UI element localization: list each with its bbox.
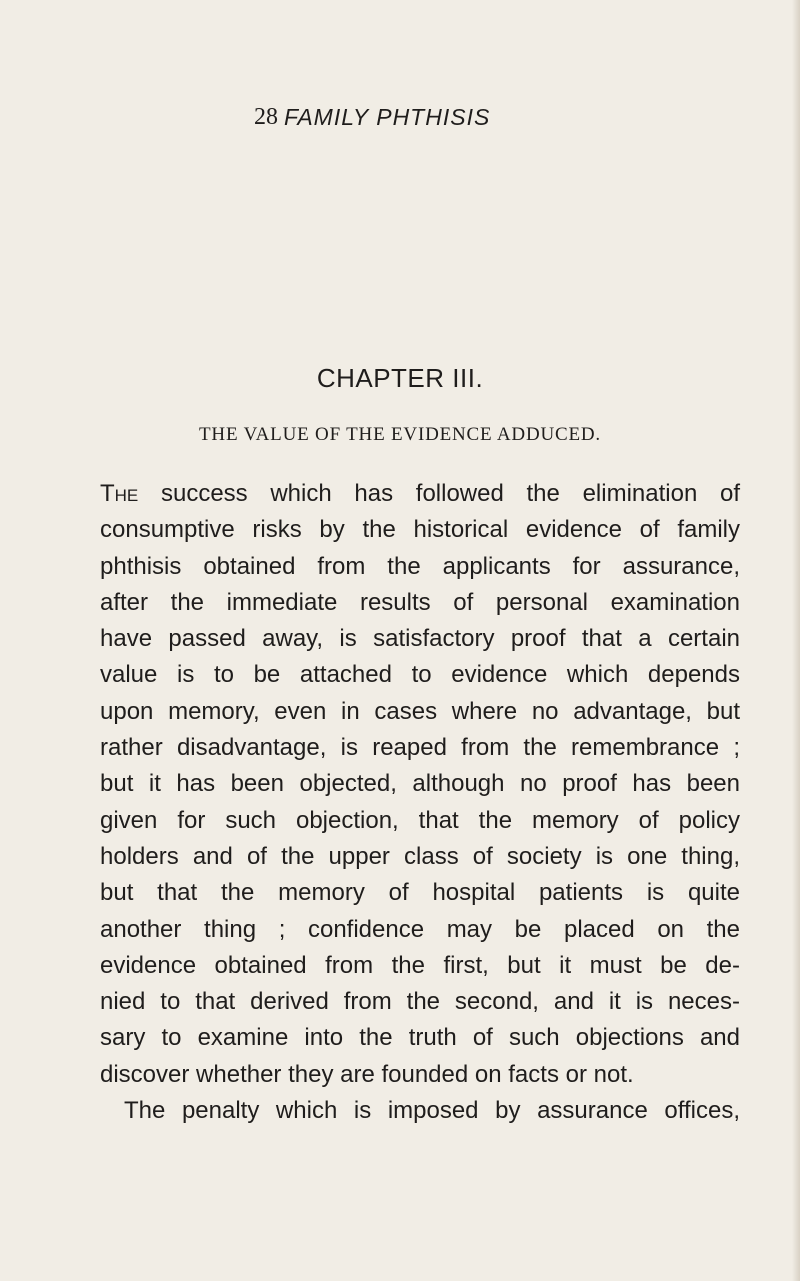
body-text [100,476,740,1129]
text-line: but it has been objected, although no proof has been [100,770,740,798]
text-line: phthisis obtained from the applicants for assurance, [100,552,740,580]
text-line: consumptive risks by the historical evidence of family [100,516,740,544]
chapter-title: THE VALUE OF THE EVIDENCE ADDUCED. [199,424,601,445]
text-line: another thing ; confidence may be placed on the [100,915,740,943]
running-title: FAMILY PHTHISIS [284,104,491,130]
text-line: after the immediate results of personal examination [100,588,740,616]
text-line: rather disadvantage, is reaped from the remembrance ; [100,734,740,762]
text-line: discover whether they are founded on facts or not. [100,1060,634,1088]
text-line: nied to that derived from the second, and it is neces- [100,988,740,1016]
running-head [254,104,714,144]
text-line: given for such objection, that the memory of policy [100,806,740,834]
text-line: The penalty which is imposed by assurance offices, [124,1097,740,1125]
text-line: upon memory, even in cases where no advantage, but [100,697,740,725]
chapter-number: CHAPTER III. [316,363,484,393]
text-line: have passed away, is satisfactory proof that a certain [100,625,740,653]
text-line-content: success which has followed the elimination of [160,480,740,507]
page-edge-shadow [792,0,800,1281]
text-line: value is to be attached to evidence which depends [100,661,740,689]
drop-word: The [100,480,139,507]
page-number: 28 [254,104,278,130]
text-line: holders and of the upper class of society is one thing, [100,842,740,870]
text-line: evidence obtained from the first, but it must be de- [100,951,740,979]
text-line-1 [100,476,740,512]
text-line: sary to examine into the truth of such objections and [100,1024,740,1052]
text-line: but that the memory of hospital patients is quite [100,879,740,907]
